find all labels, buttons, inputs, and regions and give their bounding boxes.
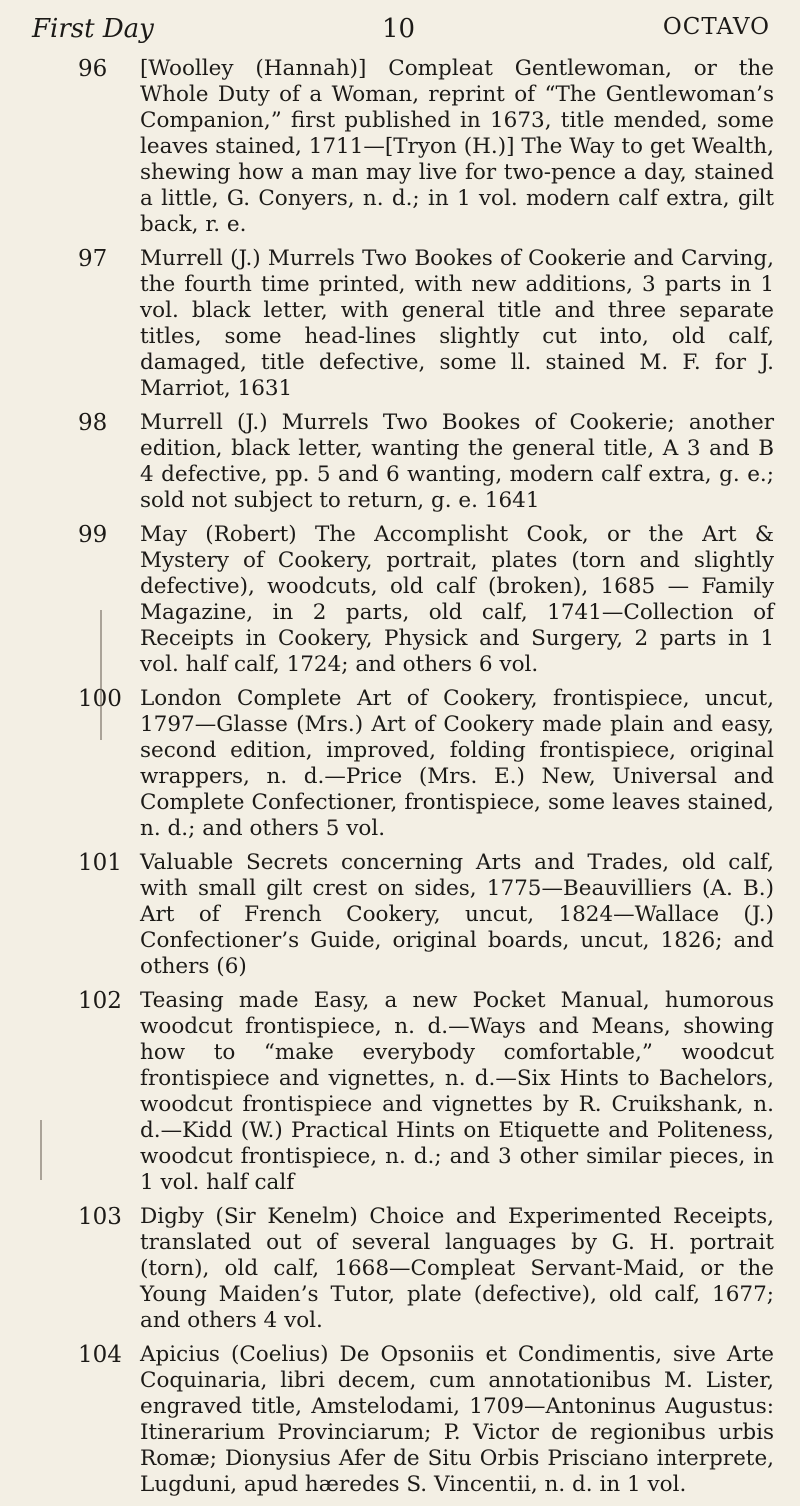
lot-number: 96 xyxy=(78,56,108,82)
lot-entry xyxy=(0,56,800,238)
pencil-bracket-mark xyxy=(40,1120,42,1180)
lot-number: 101 xyxy=(78,850,122,876)
section-title: First Day xyxy=(32,14,154,44)
lot-number: 98 xyxy=(78,410,108,436)
lot-description: London Complete Art of Cookery, frontispiece, uncut, 1797—Glasse (Mrs.) Art of Cookery made plain and easy, second edition, improved, folding frontispiece, original wrappers, n. d.—Price (Mrs. E.) New, Universal and Complete Confectioner, frontispiece, some leaves stained, n. d.; and others 5 vol. xyxy=(140,686,774,841)
lot-description: Digby (Sir Kenelm) Choice and Experimented Receipts, translated out of several languages by G. H. portrait (torn), old calf, 1668—Compleat Servant-Maid, or the Young Maiden’s Tutor, plate (defective), old calf, 1677; and others 4 vol. xyxy=(140,1204,774,1333)
lot-number: 103 xyxy=(78,1204,122,1230)
lot-description: May (Robert) The Accomplisht Cook, or the Art & Mystery of Cookery, portrait, plates (torn and slightly defective), woodcuts, old calf (broken), 1685 — Family Magazine, in 2 parts, old calf, 1741—Collection of Receipts in Cookery, Physick and Surgery, 2 parts in 1 vol. half calf, 1724; and others 6 vol. xyxy=(140,522,774,677)
lot-entry xyxy=(0,686,800,842)
lot-entry xyxy=(0,850,800,980)
lot-number: 104 xyxy=(78,1342,122,1368)
lot-entry xyxy=(0,988,800,1196)
lot-entry xyxy=(0,1204,800,1334)
lot-number: 99 xyxy=(78,522,108,548)
lot-entry xyxy=(0,1342,800,1498)
format-label: OCTAVO xyxy=(662,14,770,40)
lot-description: Murrell (J.) Murrels Two Bookes of Cookerie; another edition, black letter, wanting the general title, A 3 and B 4 defective, pp. 5 and 6 wanting, modern calf extra, g. e.; sold not subject to return, g. e. 1641 xyxy=(140,410,774,513)
catalogue-entries xyxy=(0,56,800,1506)
page-number: 10 xyxy=(382,14,416,44)
page-header xyxy=(0,14,800,54)
lot-entry xyxy=(0,522,800,678)
lot-number: 100 xyxy=(78,686,122,712)
lot-description: Valuable Secrets concerning Arts and Trades, old calf, with small gilt crest on sides, 1775—Beauvilliers (A. B.) Art of French Cookery, uncut, 1824—Wallace (J.) Confectioner’s Guide, original boards, uncut, 1826; and others (6) xyxy=(140,850,774,979)
lot-description: [Woolley (Hannah)] Compleat Gentlewoman, or the Whole Duty of a Woman, reprint of “The Gentlewoman’s Companion,” first published in 1673, title mended, some leaves stained, 1711—[Tryon (H.)] The Way to get Wealth, shewing how a man may live for two-pence a day, stained a little, G. Conyers, n. d.; in 1 vol. modern calf extra, gilt back, r. e. xyxy=(140,56,774,237)
pencil-bracket-mark xyxy=(100,610,102,740)
lot-description: Apicius (Coelius) De Opsoniis et Condimentis, sive Arte Coquinaria, libri decem, cum annotationibus M. Lister, engraved title, Amstelodami, 1709—Antoninus Augustus: Itinerarium Provinciarum; P. Victor de regionibus urbis Romæ; Dionysius Afer de Situ Orbis Prisciano interprete, Lugduni, apud hæredes S. Vincentii, n. d. in 1 vol. xyxy=(140,1342,774,1497)
lot-number: 97 xyxy=(78,246,108,272)
lot-entry xyxy=(0,246,800,402)
lot-entry xyxy=(0,410,800,514)
lot-number: 102 xyxy=(78,988,122,1014)
lot-description: Teasing made Easy, a new Pocket Manual, humorous woodcut frontispiece, n. d.—Ways and Means, showing how to “make everybody comfortable,” woodcut frontispiece and vignettes, n. d.—Six Hints to Bachelors, woodcut frontispiece and vignettes by R. Cruikshank, n. d.—Kidd (W.) Practical Hints on Etiquette and Politeness, woodcut frontispiece, n. d.; and 3 other similar pieces, in 1 vol. half calf xyxy=(140,988,774,1195)
lot-description: Murrell (J.) Murrels Two Bookes of Cookerie and Carving, the fourth time printed, with new additions, 3 parts in 1 vol. black letter, with general title and three separate titles, some head-lines slightly cut into, old calf, damaged, title defective, some ll. stained M. F. for J. Marriot, 1631 xyxy=(140,246,774,401)
